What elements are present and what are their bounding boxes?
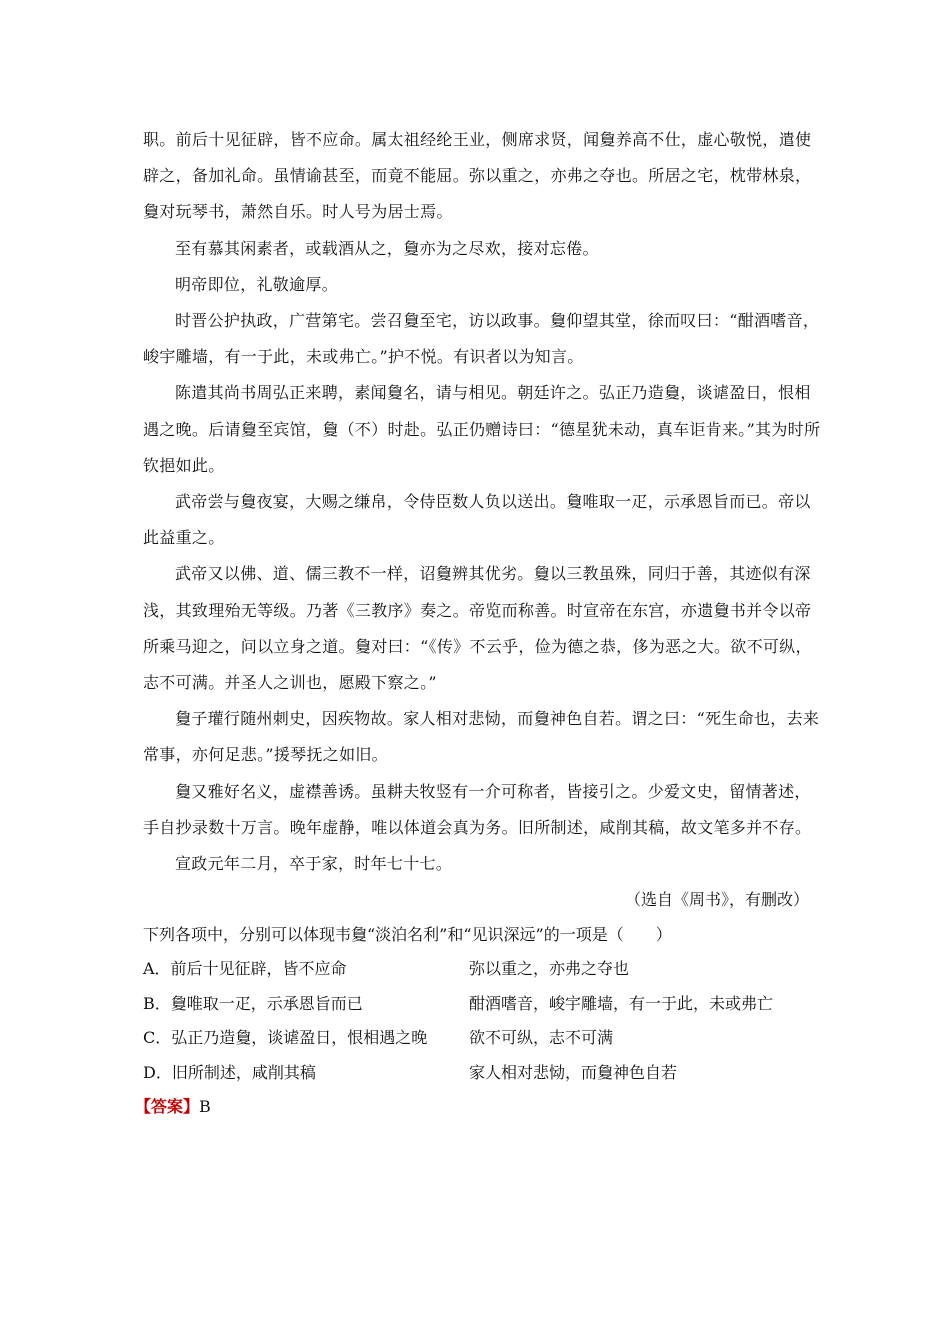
option-d-left: D．旧所制述，咸削其稿 <box>143 1062 316 1082</box>
question-block <box>135 918 823 1124</box>
passage-paragraph-10: 宣政元年二月，卒于家，时年七十七。 <box>175 854 453 874</box>
passage-source: （选自《周书》，有删改） <box>624 890 809 910</box>
answer-line <box>135 1090 823 1124</box>
passage-paragraph-4: 时晋公护执政，广营第宅。尝召敻至宅，访以政事。敻仰望其堂，徐而叹曰：“酣酒嗜音，峻宇雕墙，有一于此，未或弗亡。”护不悦。有识者以为知言。 <box>143 311 820 367</box>
option-b[interactable] <box>143 987 823 1022</box>
passage-paragraph-5: 陈遣其尚书周弘正来聘，素闻敻名，请与相见。朝廷许之。弘正乃造敻，谈谑盈日，恨相遇之晚。后请敻至宾馆，敻（不）时赴。弘正仍赠诗曰：“德星犹未动，真车讵肯来。”其为时所钦挹如此。 <box>143 383 821 475</box>
passage-paragraph-3: 明帝即位，礼敬逾厚。 <box>175 274 339 294</box>
option-b-left: B．敻唯取一疋，示承恩旨而已 <box>143 993 363 1013</box>
option-a-right: 弥以重之，亦弗之夺也 <box>469 959 630 979</box>
passage-paragraph-7: 武帝又以佛、道、儒三教不一样，诏敻辨其优劣。敻以三教虽殊，同归于善，其迹似有深浅，其致理殆无等级。乃著《三教序》奏之。帝览而称善。时宣帝在东宫，亦遗敻书并令以帝所乘马迎之，问以立身之道。敻对曰：“《传》不云乎，俭为德之恭，侈为恶之大。欲不可纵，志不可满。并圣人之训也，愿殿下察之。” <box>143 564 812 693</box>
option-b-right: 酣酒嗜音，峻宇雕墙，有一于此，未或弗亡 <box>469 993 774 1013</box>
option-d[interactable] <box>143 1056 823 1091</box>
option-c-left: C．弘正乃造敻，谈谑盈日，恨相遇之晚 <box>143 1028 428 1048</box>
document-page <box>135 122 823 1124</box>
answer-value: B <box>199 1097 211 1117</box>
option-a[interactable] <box>143 952 823 987</box>
passage-paragraph-9: 敻又雅好名义，虚襟善诱。虽耕夫牧竖有一介可称者，皆接引之。少爱文史，留情著述，手自抄录数十万言。晚年虚静，唯以体道会真为务。旧所制述，咸削其稿，故文笔多并不存。 <box>143 781 812 837</box>
option-a-left: A．前后十见征辟，皆不应命 <box>143 959 347 979</box>
option-c[interactable] <box>143 1021 823 1056</box>
passage-paragraph-1: 职。前后十见征辟，皆不应命。属太祖经纶王业，侧席求贤，闻敻养高不仕，虚心敬悦，遣使辟之，备加礼命。虽情谕甚至，而竟不能屈。弥以重之，亦弗之夺也。所居之宅，枕带林泉，敻对玩琴书，萧然自乐。时人号为居士焉。 <box>143 130 812 222</box>
option-c-right: 欲不可纵，志不可满 <box>469 1028 614 1048</box>
passage-paragraph-2: 至有慕其闲素者，或载酒从之，敻亦为之尽欢，接对忘倦。 <box>175 238 599 258</box>
option-d-right: 家人相对悲恸，而敻神色自若 <box>469 1062 678 1082</box>
passage-paragraph-8: 敻子瓘行随州刺史，因疾物故。家人相对悲恸，而敻神色自若。谓之曰：“死生命也，去来常事，亦何足悲。”援琴抚之如旧。 <box>143 709 820 765</box>
answer-tag: 【答案】 <box>135 1097 200 1117</box>
passage <box>143 122 823 918</box>
passage-paragraph-6: 武帝尝与敻夜宴，大赐之缣帛，令侍臣数人负以送出。敻唯取一疋，示承恩旨而已。帝以此益重之。 <box>143 492 811 548</box>
question-stem: 下列各项中，分别可以体现韦敻“淡泊名利”和“见识深远”的一项是（ ） <box>143 925 672 945</box>
